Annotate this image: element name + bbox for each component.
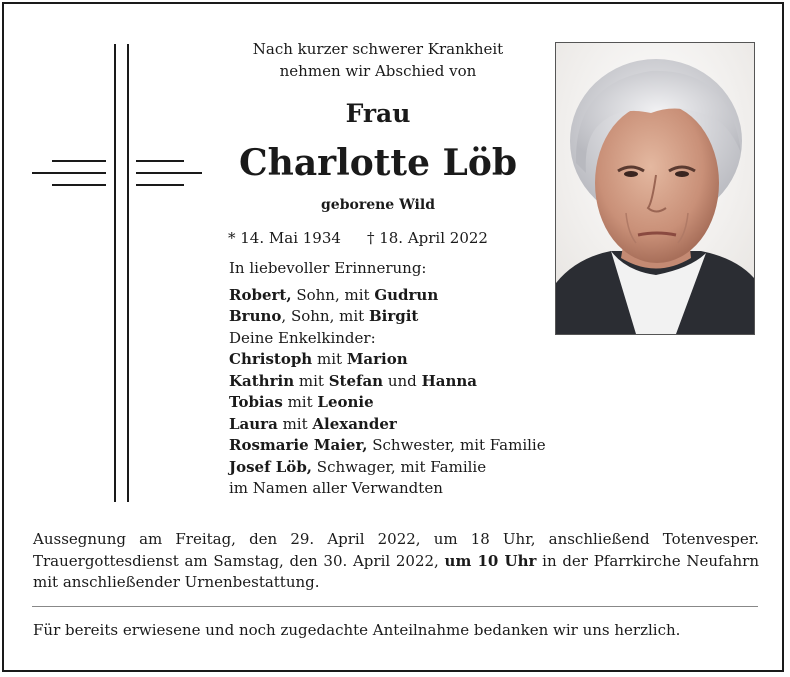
death-date: † 18. April 2022 bbox=[366, 229, 488, 247]
mourner-relation: und bbox=[383, 371, 422, 390]
mourner-name: Rosmarie Maier, bbox=[229, 436, 368, 454]
mourner-line bbox=[229, 371, 546, 393]
salutation: Frau bbox=[345, 99, 411, 128]
mourner-relation: Schwester, mit Familie bbox=[367, 436, 546, 454]
service-time: um 10 Uhr bbox=[444, 551, 537, 570]
mourner-relation: Sohn, mit bbox=[291, 285, 375, 304]
mourner-name: Gudrun bbox=[374, 285, 439, 304]
mourner-name: Laura bbox=[229, 414, 278, 433]
mourner-relation: mit bbox=[312, 350, 347, 368]
thanks-text: Für bereits erwiesene und noch zugedachte Anteilnahme bedanken wir uns herzlich. bbox=[33, 621, 681, 639]
mourner-relation: im Namen aller Verwandten bbox=[229, 479, 443, 497]
mourner-name: Leonie bbox=[317, 393, 374, 411]
mourner-name: Birgit bbox=[368, 307, 419, 325]
mourner-line bbox=[229, 328, 546, 350]
mourner-name: Robert, bbox=[229, 285, 292, 304]
mourner-name: Tobias bbox=[229, 393, 283, 411]
intro-line: Nach kurzer schwerer Krankheit bbox=[252, 40, 504, 58]
mourner-relation: mit bbox=[282, 393, 318, 411]
mourner-relation: Schwager, mit Familie bbox=[312, 457, 487, 476]
mourner-relation: Deine Enkelkinder: bbox=[229, 328, 376, 347]
mourner-relation: , Sohn, mit bbox=[281, 307, 369, 325]
mourner-line bbox=[229, 435, 546, 457]
mourner-line bbox=[229, 414, 546, 436]
mourner-line bbox=[229, 306, 546, 328]
mourner-name: Marion bbox=[346, 350, 408, 368]
deceased-name: Charlotte Löb bbox=[239, 142, 517, 184]
mourner-line bbox=[229, 478, 546, 500]
mourner-name: Christoph bbox=[229, 350, 313, 368]
mourner-line bbox=[229, 285, 546, 307]
service-info bbox=[33, 529, 759, 594]
portrait-image bbox=[556, 43, 754, 334]
mourner-name: Alexander bbox=[312, 414, 397, 433]
mourner-name: Josef Löb, bbox=[229, 457, 313, 476]
intro-line: nehmen wir Abschied von bbox=[279, 62, 477, 80]
mourners-list bbox=[229, 258, 546, 500]
divider bbox=[32, 606, 758, 607]
birth-date: * 14. Mai 1934 bbox=[228, 229, 341, 247]
mourner-line bbox=[229, 392, 546, 414]
intro-text bbox=[218, 38, 538, 82]
mourners-heading: In liebevoller Erinnerung: bbox=[229, 259, 427, 277]
service-text: Aussegnung am Freitag, den 29. April 2022, um 18 Uhr, anschließend Totenvesper. Trauergottesdienst am Samstag, den 30. April 2022, bbox=[33, 530, 759, 570]
portrait-photo bbox=[555, 42, 755, 335]
maiden-name: geborene Wild bbox=[321, 197, 435, 213]
mourner-name: Stefan bbox=[328, 371, 384, 390]
life-dates bbox=[228, 227, 488, 249]
service-text-end: in der Pfarrkirche Neufahrn mit anschließender Urnenbestattung. bbox=[33, 551, 759, 591]
mourner-relation: mit bbox=[277, 414, 313, 433]
mourner-name: Bruno bbox=[229, 307, 282, 325]
mourner-name: Kathrin bbox=[229, 371, 295, 390]
mourner-name: Hanna bbox=[421, 371, 477, 390]
mourner-line bbox=[229, 457, 546, 479]
mourner-line bbox=[229, 349, 546, 371]
mourner-relation: mit bbox=[294, 371, 329, 390]
